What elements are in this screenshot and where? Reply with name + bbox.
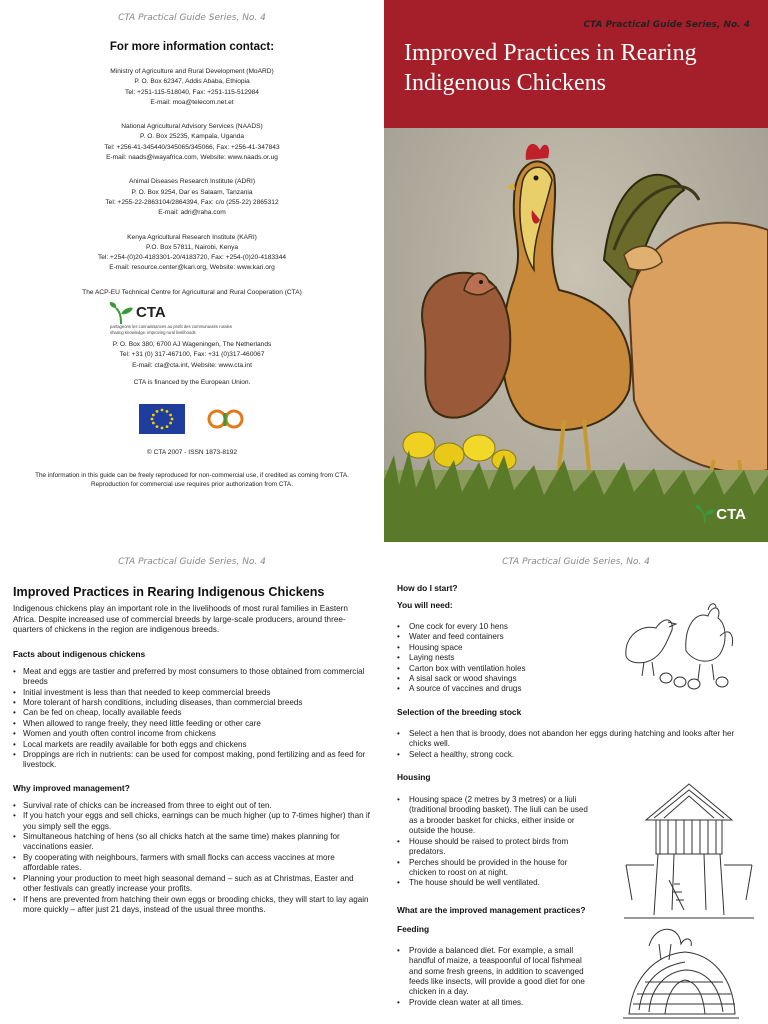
- list-item: • Simultaneous hatching of hens (so all chicks hatch at the same time) makes planning for vaccinations easier.: [13, 832, 370, 853]
- list-item: • Provide a balanced diet. For example, a small handful of maize, a teaspoonful of local fishmeal and some fresh greens, in addition to scavenged feeds like insects, will provide a good diet for one chicken in a day.: [397, 946, 597, 998]
- cta-contact: The ACP-EU Technical Centre for Agricultural and Rural Cooperation (CTA) CTA partageons les connaissances au profit des communautés rurales sharing knowledge, improving rural livelihoods P. O. Box 380, 6700 AJ Wageningen, The Netherlands Tel: +31 (0) 317-467100, Fax: +31 (0)317-460067 E-mail: cta@cta.int, Website: www.cta.int CTA is financed by the European Union.: [0, 288, 384, 388]
- list-item: • House should be raised to protect birds from predators.: [397, 837, 597, 858]
- need-list: [397, 622, 557, 695]
- front-cover-panel: [384, 0, 768, 542]
- reproduction-note: The information in this guide can be freely reproduced for non-commercial use, if credited as coming from CTA. Reproduction for commercial use requires prior authorization from CTA.: [35, 471, 349, 488]
- practices-heading: What are the improved management practices?: [397, 904, 586, 915]
- raised-hen-house-sketch: [624, 780, 754, 925]
- list-item: • Local markets are readily available for both eggs and chickens: [13, 740, 370, 750]
- facts-heading: Facts about indigenous chickens: [13, 648, 146, 659]
- list-item: • A source of vaccines and drugs: [397, 684, 557, 694]
- copyright: © CTA 2007 - ISSN 1873-8192: [146, 449, 238, 457]
- cover-cta-logo: CTA: [694, 504, 746, 524]
- intro-paragraph: Indigenous chickens play an important role in the livelihoods of most rural families in Eastern Africa. Despite increased use of commercial breeds by large-scale producers, around three-quarters of chickens in the region are indigenous breeds.: [13, 604, 348, 635]
- sprout-icon: [108, 302, 134, 324]
- list-item: • Housing space: [397, 643, 557, 653]
- feeding-list: [397, 946, 597, 1008]
- list-item: • Can be fed on cheap, locally available feeds: [13, 708, 370, 718]
- series-label: CTA Practical Guide Series, No. 4: [118, 557, 266, 567]
- list-item: • Provide clean water at all times.: [397, 998, 597, 1008]
- facts-list: [13, 667, 370, 771]
- breeding-list: [397, 729, 752, 760]
- feeding-heading: Feeding: [397, 923, 430, 934]
- list-item: • Water and feed containers: [397, 632, 557, 642]
- start-heading: How do I start?: [397, 583, 458, 593]
- why-heading: Why improved management?: [13, 782, 130, 793]
- financed-note: CTA is financed by the European Union.: [133, 378, 251, 386]
- grass-hut-sketch: [619, 914, 739, 1024]
- hen-chicks-sketch: [616, 596, 736, 691]
- contact-kari: Kenya Agricultural Research Institute (KARI) P.O. Box 57811, Nairobi, Kenya Tel: +254-(0)20-4183301-20/4183720, Fax: +254-(0)20-4183344 E-mail: resource.center@kari.org, Website: www.kari.org: [97, 233, 287, 272]
- list-item: • By cooperating with neighbours, farmers with small flocks can access vaccines at more affordable rates.: [13, 853, 370, 874]
- cta-line: The ACP-EU Technical Centre for Agricultural and Rural Cooperation (CTA): [82, 288, 302, 296]
- series-label: CTA Practical Guide Series, No. 4: [118, 13, 266, 23]
- list-item: • Laying nests: [397, 653, 557, 663]
- list-item: • Meat and eggs are tastier and preferred by most consumers to those obtained from commercial breeds: [13, 667, 370, 688]
- list-item: • More tolerant of harsh conditions, including diseases, than commercial breeds: [13, 698, 370, 708]
- cover-series-label: CTA Practical Guide Series, No. 4: [583, 20, 750, 30]
- list-item: • When allowed to range freely, they need little feeding or other care: [13, 719, 370, 729]
- contact-naads: National Agricultural Advisory Services (NAADS) P. O. Box 25235, Kampala, Uganda Tel: +256-41-345440/345065/345066, Fax: +256-41-347843 E-mail: naads@iwayafrica.com, Website: www.naads.or.ug: [104, 123, 280, 162]
- housing-heading: Housing: [397, 772, 431, 783]
- acp-logo-icon: [207, 404, 245, 434]
- list-item: • A sisal sack or wood shavings: [397, 674, 557, 684]
- list-item: • Carton box with ventilation holes: [397, 664, 557, 674]
- list-item: • The house should be well ventilated.: [397, 878, 597, 888]
- list-item: • Initial investment is less than that needed to keep commercial breeds: [13, 688, 370, 698]
- page-title: Improved Practices in Rearing Indigenous Chickens: [13, 585, 325, 599]
- cover-title: Improved Practices in Rearing Indigenous Chickens: [404, 40, 697, 96]
- list-item: • Housing space (2 metres by 3 metres) or a liuli (traditional brooding basket). The liuli can be used as a brooder basket for chicks, either inside or outside the house.: [397, 795, 597, 837]
- inside-left-page: [0, 542, 384, 1024]
- list-item: • Select a healthy, strong cock.: [397, 750, 752, 760]
- contact-moard: Ministry of Agriculture and Rural Development (MoARD) P. O. Box 62347, Addis Ababa, Ethiopia Tel: +251-115-518040, Fax: +251-115-512984 E-mail: moa@telecom.net.et: [110, 68, 274, 106]
- contact-adri: Animal Diseases Research Institute (ADRI) P. O. Box 9254, Dar es Salaam, Tanzania Tel: +255-22-2863104/2864394, Fax: c/o (255-22) 2865312 E-mail: adri@raha.com: [105, 178, 279, 217]
- contact-title: For more information contact:: [109, 41, 275, 53]
- list-item: • If you hatch your eggs and sell chicks, earnings can be much higher (up to 7-times higher) than if you simply sell the eggs.: [13, 811, 370, 832]
- why-list: [13, 801, 370, 915]
- list-item: • One cock for every 10 hens: [397, 622, 557, 632]
- eu-flag-icon: [139, 404, 185, 434]
- list-item: • If hens are prevented from hatching their own eggs or brooding chicks, they will start to lay again more quickly – after just 21 days, instead of the usual three months.: [13, 895, 370, 916]
- breeding-heading: Selection of the breeding stock: [397, 706, 522, 717]
- list-item: • Perches should be provided in the house for chicken to roost on at night.: [397, 858, 597, 879]
- list-item: • Droppings are rich in nutrients: can be used for compost making, pond fertilizing and as feed for livestock.: [13, 750, 370, 771]
- housing-list: [397, 795, 597, 889]
- list-item: • Women and youth often control income from chickens: [13, 729, 370, 739]
- inside-right-page: [384, 542, 768, 1024]
- cta-logo: CTA: [108, 302, 384, 324]
- series-label: CTA Practical Guide Series, No. 4: [502, 557, 650, 567]
- list-item: • Survival rate of chicks can be increased from three to eight out of ten.: [13, 801, 370, 811]
- list-item: • Select a hen that is broody, does not abandon her eggs during hatching and looks after her chicks well.: [397, 729, 752, 750]
- sprout-icon: [694, 504, 716, 524]
- list-item: • Planning your production to meet high seasonal demand – such as at Christmas, Easter and other festivals can greatly increase your profits.: [13, 874, 370, 895]
- back-cover-panel: [0, 0, 384, 542]
- need-heading: You will need:: [397, 600, 453, 610]
